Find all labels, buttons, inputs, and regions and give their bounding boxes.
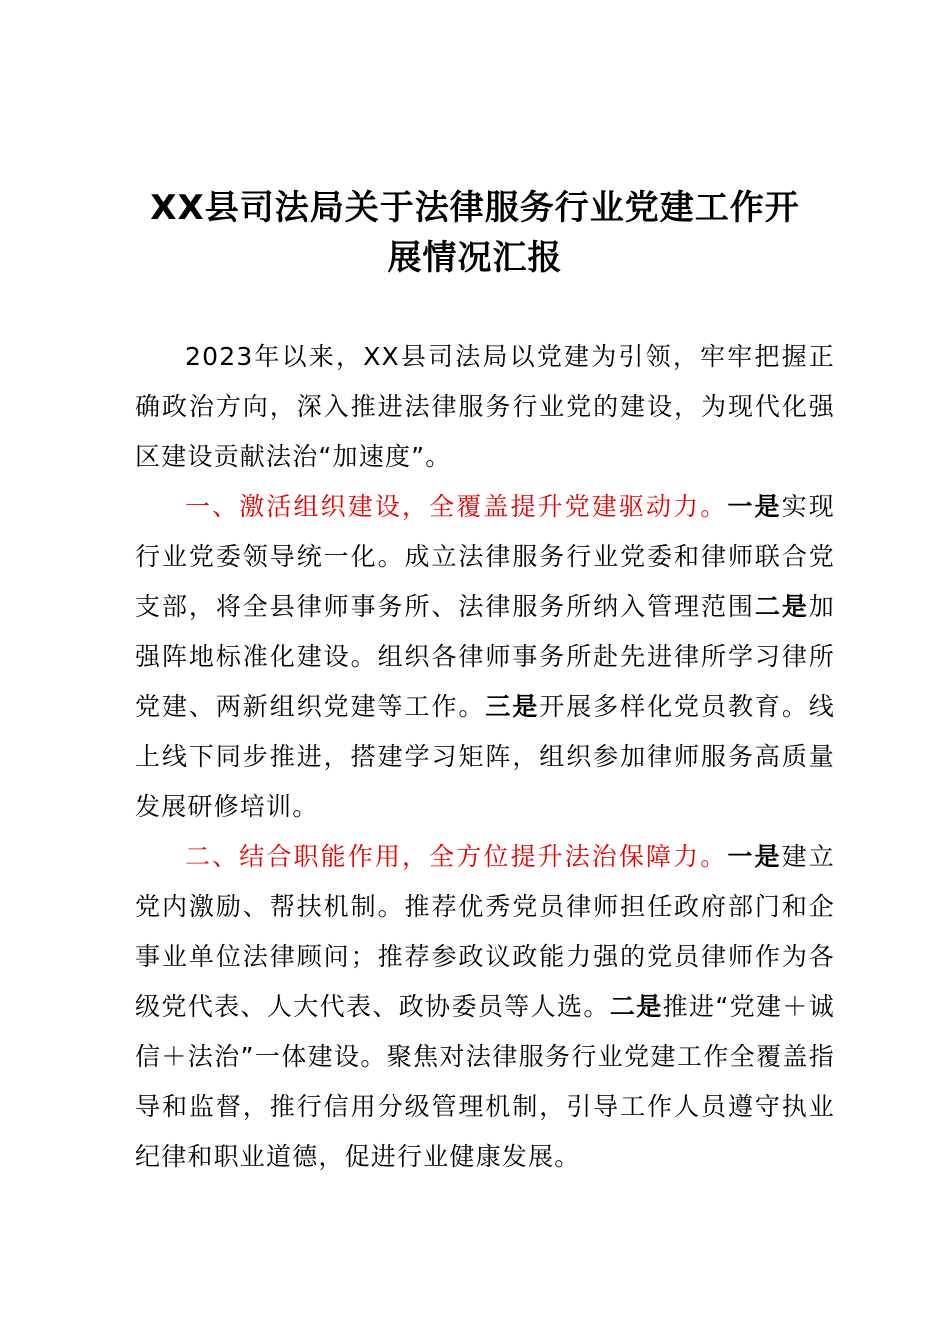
section-1-heading: 一、激活组织建设，全覆盖提升党建驱动力。	[185, 492, 728, 521]
section-1-text-2: 加强阵地标准化建设。组织各律师事务所赴先进律所学习律所党建、两新组织党建等工作。	[135, 592, 835, 721]
intro-text: 2023年以来，XX县司法局以党建为引领，牢牢把握正确政治方向，深入推进法律服务行业党的建设，为现代化强区建设贡献法治“加速度”。	[135, 342, 835, 471]
title-line-1: XX县司法局关于法律服务行业党建工作开	[150, 188, 800, 228]
section-1-marker-1: 一是	[727, 492, 782, 521]
section-1-marker-2: 二是	[754, 592, 809, 621]
section-2-marker-1: 一是	[727, 842, 782, 871]
title-line-2: 展情况汇报	[387, 238, 563, 278]
document-body	[135, 332, 835, 1182]
section-1-text-1: 实现行业党委领导统一化。成立法律服务行业党委和律师联合党支部，将全县律师事务所、法律服务所纳入管理范围	[135, 492, 835, 621]
section-2-heading: 二、结合职能作用，全方位提升法治保障力。	[185, 842, 728, 871]
section-1-marker-3: 三是	[485, 692, 540, 721]
section-1-text-3: 开展多样化党员教育。线上线下同步推进，搭建学习矩阵，组织参加律师服务高质量发展研修培训。	[135, 692, 835, 821]
section-1-paragraph	[135, 482, 835, 832]
section-2-text-2: 推进“党建＋诚信＋法治”一体建设。聚焦对法律服务行业党建工作全覆盖指导和监督，推行信用分级管理机制，引导工作人员遵守执业纪律和职业道德，促进行业健康发展。	[135, 992, 835, 1171]
section-2-marker-2: 二是	[609, 992, 663, 1021]
document-title	[120, 183, 830, 283]
intro-paragraph	[135, 332, 835, 482]
section-2-paragraph	[135, 832, 835, 1182]
section-2-text-1: 建立党内激励、帮扶机制。推荐优秀党员律师担任政府部门和企事业单位法律顾问；推荐参政议政能力强的党员律师作为各级党代表、人大代表、政协委员等人选。	[135, 842, 835, 1021]
